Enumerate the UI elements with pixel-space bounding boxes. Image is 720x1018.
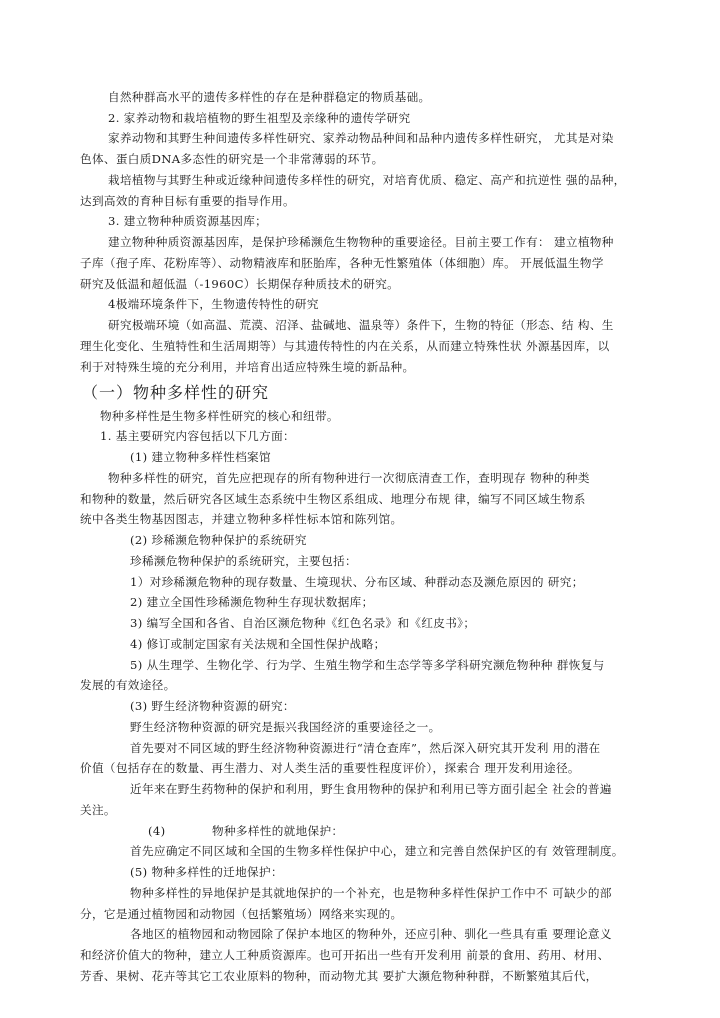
text-line: 各地区的植物园和动物园除了保护本地区的物种外，还应引种、驯化一些具有重 要理论意义: [130, 927, 612, 941]
text-line: 芳香、果树、花卉等其它工农业原料的物种，而动物尤其 要扩大濒危物种种群，不断繁殖其后代，: [80, 969, 598, 983]
item-heading: 3. 建立物种种质资源基因库；: [108, 214, 268, 228]
item-heading: 2. 家养动物和栽培植物的野生祖型及亲缘种的遗传学研究: [108, 111, 411, 125]
text-line: 野生经济物种资源的研究是振兴我国经济的重要途径之一。: [130, 720, 441, 734]
text-line: 子库（孢子库、花粉库等）、动物精液库和胚胎库，各种无性繁殖体（体细胞）库。 开展低温生物学: [80, 256, 604, 270]
text-line: 研究及低温和超低温（-1960C）长期保存种质技术的研究。: [80, 277, 400, 291]
text-line: 近年来在野生药物种的保护和利用，野生食用物种的保护和利用已等方面引起全 社会的普遍: [130, 782, 612, 796]
item-heading: 4极端环境条件下，生物遗传特性的研究: [108, 297, 319, 311]
text-line: 色体、蛋白质DNA多态性的研究是一个非常薄弱的环节。: [80, 152, 384, 166]
text-line: 价值（包括存在的数量、再生潜力、对人类生活的重要性程度评价），探索合 理开发利用途径。: [80, 761, 580, 775]
text-line: 家养动物和其野生种间遗传多样性研究、家养动物品种间和品种内遗传多样性研究， 尤其是对染: [108, 131, 614, 145]
text-line: 首先应确定不同区域和全国的生物多样性保护中心，建立和完善自然保护区的有 效管理制度。: [130, 844, 624, 858]
list-item: 2) 建立全国性珍稀濒危物种生存现状数据库；: [130, 595, 374, 609]
text-line: 物种多样性是生物多样性研究的核心和纽带。: [100, 409, 339, 423]
list-item: 4) 修订或制定国家有关法规和全国性保护战略；: [130, 637, 386, 651]
text-line: 利于对特殊生境的充分利用，并培育出适应特殊生境的新品种。: [80, 360, 415, 374]
list-item: 1）对珍稀濒危物种的现存数量、生境现状、分布区域、种群动态及濒危原因的 研究；: [130, 575, 584, 589]
item-heading: 1. 基主要研究内容包括以下几方面：: [100, 429, 295, 443]
list-item: 3) 编写全国和各省、自治区濒危物种《红色名录》和《红皮书》；: [130, 616, 476, 630]
text-line: 自然种群高水平的遗传多样性的存在是种群稳定的物质基础。: [108, 90, 431, 104]
subsection-number: (4): [148, 824, 166, 838]
subsection-title: (1) 建立物种多样性档案馆: [130, 450, 271, 464]
text-line: 建立物种种质资源基因库，是保护珍稀濒危生物物种的重要途径。目前主要工作有： 建立植物种: [108, 235, 614, 249]
text-line: 理生化变化、生殖特性和生活周期等）与其遗传特性的内在关系，从而建立特殊性状 外源基因库，以: [80, 339, 610, 353]
text-line: 栽培植物与其野生种或近缘种间遗传多样性的研究，对培育优质、稳定、高产和抗逆性 强的品种，: [108, 173, 626, 187]
text-line: 物种多样性的异地保护是其就地保护的一个补充，也是物种多样性保护工作中不 可缺少的部: [130, 886, 612, 900]
text-line: 首先要对不同区域的野生经济物种资源进行“清仓查库”，然后深入研究其开发利 用的潜在: [130, 741, 601, 755]
text-line: 关注。: [80, 803, 116, 817]
list-item: 5) 从生理学、生物化学、行为学、生殖生物学和生态学等多学科研究濒危物种种 群恢复与: [130, 658, 605, 672]
text-line: 物种多样性的研究，首先应把现存的所有物种进行一次彻底清查工作，查明现存 物种的种类: [108, 471, 590, 485]
subsection-title: (2) 珍稀濒危物种保护的系统研究: [130, 533, 307, 547]
text-line: 研究极端环境（如高温、荒漠、沼泽、盐碱地、温泉等）条件下，生物的特征（形态、结 构、生: [108, 318, 614, 332]
text-line: 和经济价值大的物种，建立人工种质资源库。也可开拓出一些有开发利用 前景的食用、药用、材用、: [80, 948, 610, 962]
text-line: 统中各类生物基因图志，并建立物种多样性标本馆和陈列馆。: [80, 512, 403, 526]
subsection-title: 物种多样性的就地保护：: [212, 824, 344, 838]
text-line: 和物种的数量，然后研究各区域生态系统中生物区系组成、地理分布规 律，编写不同区域生物系: [80, 492, 586, 506]
text-line: 发展的有效途径。: [80, 678, 176, 692]
section-heading: （一）物种多样性的研究: [82, 383, 270, 402]
subsection-title: (5) 物种多样性的迁地保护：: [130, 865, 283, 879]
text-line: 珍稀濒危物种保护的系统研究，主要包括：: [130, 554, 357, 568]
subsection-title: (3) 野生经济物种资源的研究：: [130, 699, 295, 713]
text-line: 达到高效的育种目标有重要的指导作用。: [80, 194, 295, 208]
text-line: 分，它是通过植物园和动物园（包括繁殖场）网络来实现的。: [80, 907, 403, 921]
